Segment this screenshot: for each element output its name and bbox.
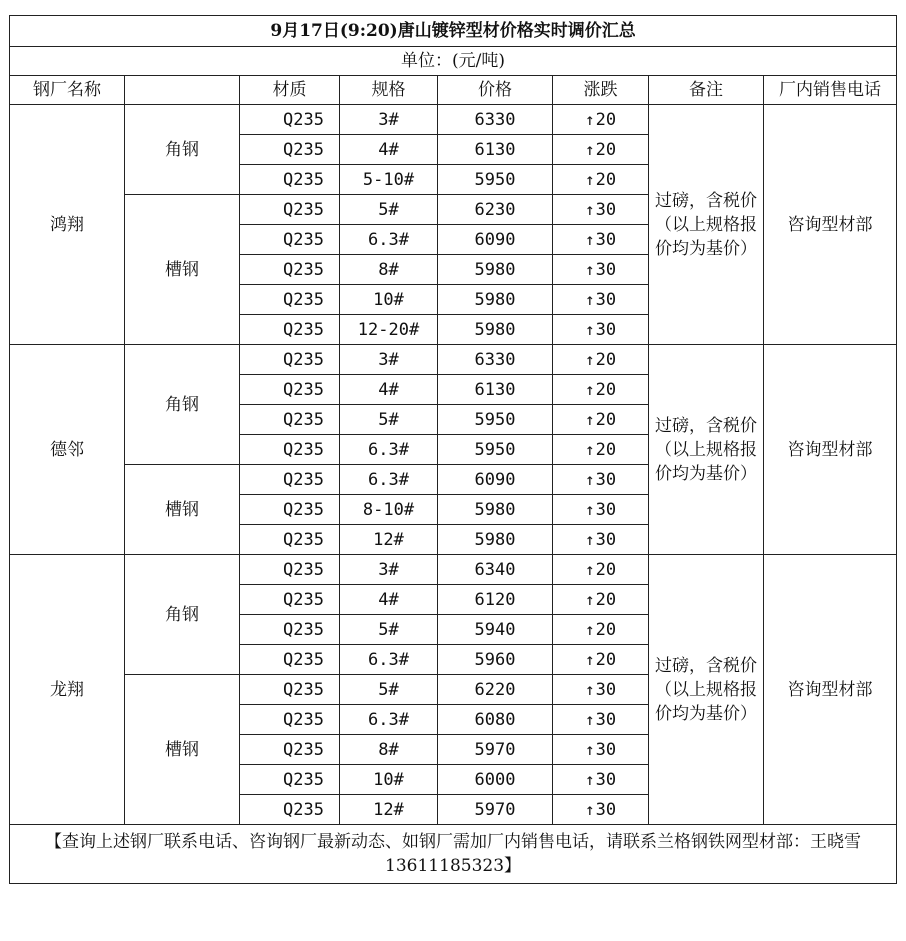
mill-name: 德邻 [10, 345, 125, 555]
change-cell [553, 525, 649, 555]
arrow-up-icon: ↑ [584, 139, 595, 159]
change-cell [553, 285, 649, 315]
arrow-up-icon: ↑ [584, 109, 595, 129]
footer-contact-note: 【查询上述钢厂联系电话、咨询钢厂最新动态、如钢厂需加厂内销售电话，请联系兰格钢铁网型材部：王晓雪13611185323】 [10, 825, 897, 884]
spec-cell: 6.3# [340, 705, 438, 735]
change-value: 30 [595, 799, 617, 820]
header-spec: 规格 [340, 76, 438, 105]
grade-cell: Q235 [240, 705, 340, 735]
change-cell [553, 135, 649, 165]
change-value: 20 [595, 349, 617, 370]
spec-cell: 8# [340, 735, 438, 765]
arrow-up-icon: ↑ [584, 199, 595, 219]
spec-cell: 10# [340, 285, 438, 315]
change-value: 30 [595, 739, 617, 760]
price-cell: 5950 [438, 435, 553, 465]
change-value: 30 [595, 769, 617, 790]
change-cell [553, 105, 649, 135]
change-value: 30 [595, 229, 617, 250]
header-change: 涨跌 [553, 76, 649, 105]
change-value: 30 [595, 289, 617, 310]
spec-cell: 10# [340, 765, 438, 795]
spec-cell: 6.3# [340, 645, 438, 675]
spec-cell: 5# [340, 195, 438, 225]
change-cell [553, 615, 649, 645]
price-cell: 6090 [438, 465, 553, 495]
grade-cell: Q235 [240, 585, 340, 615]
arrow-up-icon: ↑ [584, 439, 595, 459]
arrow-up-icon: ↑ [584, 589, 595, 609]
grade-cell: Q235 [240, 225, 340, 255]
spec-cell: 6.3# [340, 225, 438, 255]
grade-cell: Q235 [240, 315, 340, 345]
change-value: 20 [595, 169, 617, 190]
steel-type: 槽钢 [125, 675, 240, 825]
grade-cell: Q235 [240, 645, 340, 675]
change-cell [553, 165, 649, 195]
change-cell [553, 705, 649, 735]
note-cell: 过磅，含税价（以上规格报价均为基价） [649, 105, 764, 345]
mill-name: 龙翔 [10, 555, 125, 825]
change-cell [553, 225, 649, 255]
header-note: 备注 [649, 76, 764, 105]
arrow-up-icon: ↑ [584, 709, 595, 729]
spec-cell: 8-10# [340, 495, 438, 525]
spec-cell: 5# [340, 615, 438, 645]
header-row [10, 76, 897, 105]
arrow-up-icon: ↑ [584, 649, 595, 669]
spec-cell: 8# [340, 255, 438, 285]
spec-cell: 4# [340, 375, 438, 405]
arrow-up-icon: ↑ [584, 769, 595, 789]
price-cell: 5980 [438, 315, 553, 345]
price-cell: 6130 [438, 135, 553, 165]
grade-cell: Q235 [240, 795, 340, 825]
grade-cell: Q235 [240, 285, 340, 315]
change-cell [553, 435, 649, 465]
spec-cell: 4# [340, 585, 438, 615]
grade-cell: Q235 [240, 105, 340, 135]
phone-cell: 咨询型材部 [764, 105, 897, 345]
arrow-up-icon: ↑ [584, 679, 595, 699]
price-cell: 6220 [438, 675, 553, 705]
title-row [10, 16, 897, 47]
grade-cell: Q235 [240, 255, 340, 285]
grade-cell: Q235 [240, 195, 340, 225]
price-cell: 6080 [438, 705, 553, 735]
phone-cell: 咨询型材部 [764, 555, 897, 825]
change-value: 30 [595, 529, 617, 550]
price-cell: 6230 [438, 195, 553, 225]
price-cell: 5940 [438, 615, 553, 645]
arrow-up-icon: ↑ [584, 619, 595, 639]
grade-cell: Q235 [240, 435, 340, 465]
price-cell: 5970 [438, 735, 553, 765]
price-cell: 6120 [438, 585, 553, 615]
steel-type: 角钢 [125, 105, 240, 195]
price-table [9, 15, 897, 884]
change-value: 30 [595, 469, 617, 490]
footer-row [10, 825, 897, 884]
grade-cell: Q235 [240, 465, 340, 495]
price-cell: 6340 [438, 555, 553, 585]
arrow-up-icon: ↑ [584, 739, 595, 759]
table-row [10, 555, 897, 585]
spec-cell: 12# [340, 525, 438, 555]
change-value: 20 [595, 379, 617, 400]
change-cell [553, 465, 649, 495]
header-type [125, 76, 240, 105]
steel-type: 槽钢 [125, 465, 240, 555]
change-cell [553, 765, 649, 795]
grade-cell: Q235 [240, 765, 340, 795]
price-cell: 5980 [438, 525, 553, 555]
unit-label: 单位：(元/吨) [10, 47, 897, 76]
spec-cell: 3# [340, 555, 438, 585]
grade-cell: Q235 [240, 555, 340, 585]
change-value: 20 [595, 409, 617, 430]
arrow-up-icon: ↑ [584, 469, 595, 489]
change-value: 20 [595, 139, 617, 160]
arrow-up-icon: ↑ [584, 169, 595, 189]
change-cell [553, 315, 649, 345]
change-value: 30 [595, 259, 617, 280]
grade-cell: Q235 [240, 345, 340, 375]
note-cell: 过磅，含税价（以上规格报价均为基价） [649, 555, 764, 825]
change-value: 20 [595, 109, 617, 130]
arrow-up-icon: ↑ [584, 499, 595, 519]
arrow-up-icon: ↑ [584, 259, 595, 279]
grade-cell: Q235 [240, 735, 340, 765]
table-row [10, 345, 897, 375]
spec-cell: 6.3# [340, 465, 438, 495]
arrow-up-icon: ↑ [584, 289, 595, 309]
header-price: 价格 [438, 76, 553, 105]
price-cell: 5950 [438, 165, 553, 195]
change-cell [553, 555, 649, 585]
change-value: 20 [595, 619, 617, 640]
grade-cell: Q235 [240, 165, 340, 195]
grade-cell: Q235 [240, 495, 340, 525]
mill-name: 鸿翔 [10, 105, 125, 345]
change-value: 30 [595, 679, 617, 700]
change-cell [553, 735, 649, 765]
change-cell [553, 675, 649, 705]
arrow-up-icon: ↑ [584, 379, 595, 399]
change-value: 30 [595, 199, 617, 220]
spec-cell: 6.3# [340, 435, 438, 465]
change-cell [553, 375, 649, 405]
price-cell: 5980 [438, 255, 553, 285]
spec-cell: 3# [340, 345, 438, 375]
table-row [10, 105, 897, 135]
grade-cell: Q235 [240, 135, 340, 165]
grade-cell: Q235 [240, 675, 340, 705]
price-cell: 6000 [438, 765, 553, 795]
change-cell [553, 345, 649, 375]
change-cell [553, 195, 649, 225]
arrow-up-icon: ↑ [584, 409, 595, 429]
change-value: 20 [595, 649, 617, 670]
grade-cell: Q235 [240, 615, 340, 645]
change-cell [553, 795, 649, 825]
grade-cell: Q235 [240, 375, 340, 405]
change-value: 30 [595, 319, 617, 340]
change-value: 30 [595, 499, 617, 520]
spec-cell: 4# [340, 135, 438, 165]
header-mill: 钢厂名称 [10, 76, 125, 105]
header-grade: 材质 [240, 76, 340, 105]
grade-cell: Q235 [240, 405, 340, 435]
header-phone: 厂内销售电话 [764, 76, 897, 105]
arrow-up-icon: ↑ [584, 319, 595, 339]
arrow-up-icon: ↑ [584, 529, 595, 549]
change-value: 20 [595, 439, 617, 460]
spec-cell: 5-10# [340, 165, 438, 195]
spec-cell: 12# [340, 795, 438, 825]
arrow-up-icon: ↑ [584, 229, 595, 249]
price-cell: 5960 [438, 645, 553, 675]
change-cell [553, 585, 649, 615]
change-cell [553, 645, 649, 675]
change-value: 20 [595, 589, 617, 610]
arrow-up-icon: ↑ [584, 349, 595, 369]
price-cell: 5980 [438, 285, 553, 315]
unit-row [10, 47, 897, 76]
price-cell: 6330 [438, 105, 553, 135]
change-value: 20 [595, 559, 617, 580]
price-cell: 5970 [438, 795, 553, 825]
change-cell [553, 405, 649, 435]
change-value: 30 [595, 709, 617, 730]
steel-type: 角钢 [125, 555, 240, 675]
change-cell [553, 255, 649, 285]
table-title: 9月17日(9:20)唐山镀锌型材价格实时调价汇总 [10, 16, 897, 47]
price-cell: 5950 [438, 405, 553, 435]
spec-cell: 5# [340, 405, 438, 435]
arrow-up-icon: ↑ [584, 799, 595, 819]
arrow-up-icon: ↑ [584, 559, 595, 579]
spec-cell: 12-20# [340, 315, 438, 345]
price-cell: 6330 [438, 345, 553, 375]
change-cell [553, 495, 649, 525]
note-cell: 过磅，含税价（以上规格报价均为基价） [649, 345, 764, 555]
phone-cell: 咨询型材部 [764, 345, 897, 555]
price-cell: 6090 [438, 225, 553, 255]
grade-cell: Q235 [240, 525, 340, 555]
steel-type: 角钢 [125, 345, 240, 465]
spec-cell: 5# [340, 675, 438, 705]
spec-cell: 3# [340, 105, 438, 135]
price-cell: 5980 [438, 495, 553, 525]
steel-type: 槽钢 [125, 195, 240, 345]
price-cell: 6130 [438, 375, 553, 405]
